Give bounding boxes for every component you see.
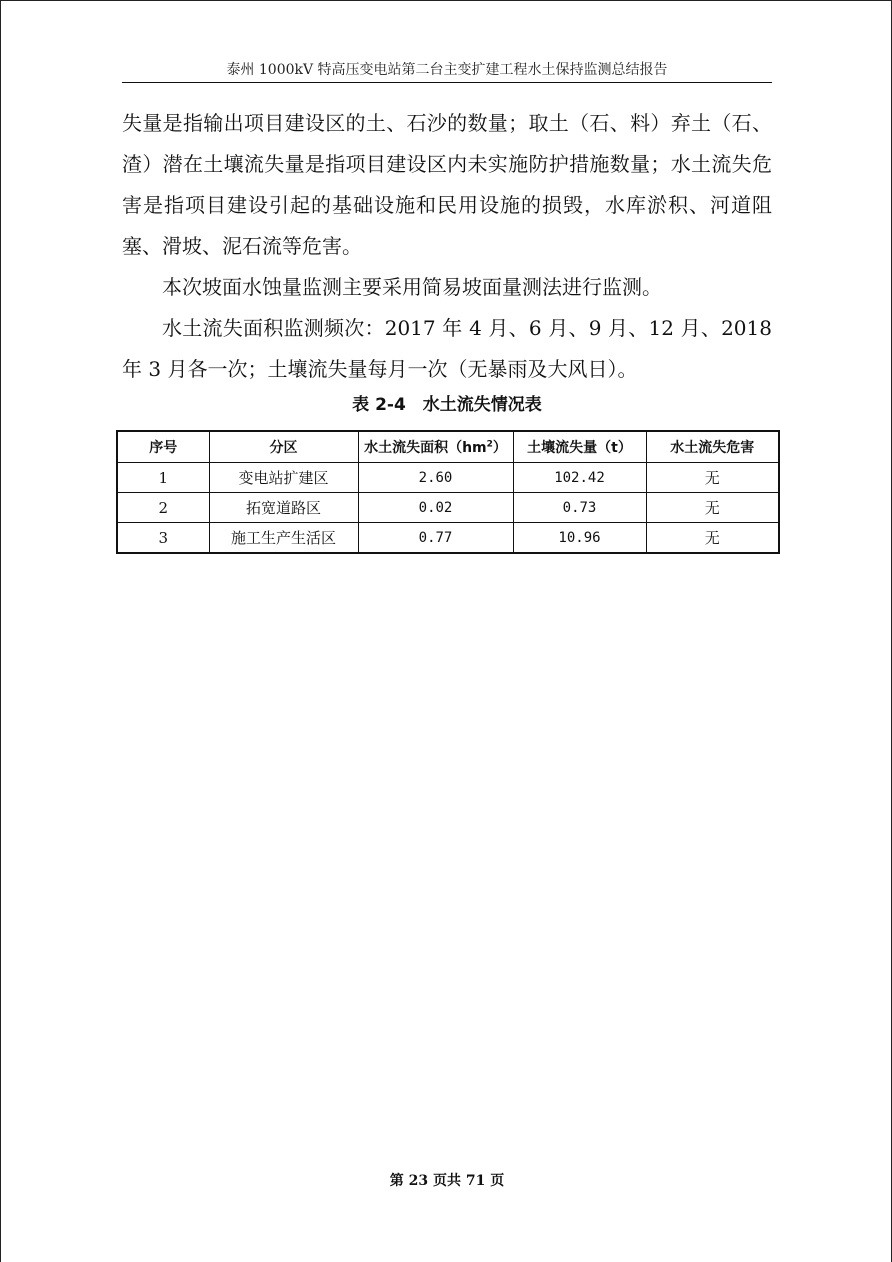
header-rule: [122, 82, 772, 83]
table-row: [117, 463, 779, 493]
header-area-sup: 2: [486, 439, 493, 450]
soil-erosion-table: [116, 430, 780, 554]
cell-zone: 拓宽道路区: [209, 493, 358, 523]
cell-area: 2.60: [358, 463, 513, 493]
cell-zone: 变电站扩建区: [209, 463, 358, 493]
cell-hazard: 无: [646, 493, 779, 523]
paragraph-3: 水土流失面积监测频次：2017 年 4 月、6 月、9 月、12 月、2018 年 3 月各一次；土壤流失量每月一次（无暴雨及大风日）。: [122, 316, 772, 381]
header-loss: 土壤流失量（t）: [513, 431, 646, 463]
cell-no: 3: [117, 523, 209, 554]
cell-hazard: 无: [646, 463, 779, 493]
table-caption: 表 2-4 水土流失情况表: [352, 395, 542, 415]
cell-no: 2: [117, 493, 209, 523]
header-no: 序号: [117, 431, 209, 463]
table-row: [117, 523, 779, 554]
cell-loss: 102.42: [513, 463, 646, 493]
page-number: 第 23 页共 71 页: [389, 1173, 505, 1189]
header-zone: 分区: [209, 431, 358, 463]
header-area: [358, 431, 513, 463]
cell-loss: 10.96: [513, 523, 646, 554]
cell-area: 0.02: [358, 493, 513, 523]
table-row: [117, 493, 779, 523]
header-area-text: 水土流失面积（hm: [364, 440, 487, 456]
cell-loss: 0.73: [513, 493, 646, 523]
paragraph-2: 本次坡面水蚀量监测主要采用简易坡面量测法进行监测。: [162, 275, 662, 299]
body-text: [122, 103, 772, 390]
paragraph-1: 失量是指输出项目建设区的土、石沙的数量；取土（石、料）弃土（石、渣）潜在土壤流失量是指项目建设区内未实施防护措施数量；水土流失危害是指项目建设引起的基础设施和民用设施的损毁，水库淤积、河道阻塞、滑坡、泥石流等危害。: [122, 111, 772, 258]
cell-area: 0.77: [358, 523, 513, 554]
cell-hazard: 无: [646, 523, 779, 554]
header-area-close: ）: [492, 440, 507, 456]
cell-no: 1: [117, 463, 209, 493]
page-header: 泰州 1000kV 特高压变电站第二台主变扩建工程水土保持监测总结报告: [226, 62, 668, 78]
cell-zone: 施工生产生活区: [209, 523, 358, 554]
table-header-row: [117, 431, 779, 463]
header-hazard: 水土流失危害: [646, 431, 779, 463]
